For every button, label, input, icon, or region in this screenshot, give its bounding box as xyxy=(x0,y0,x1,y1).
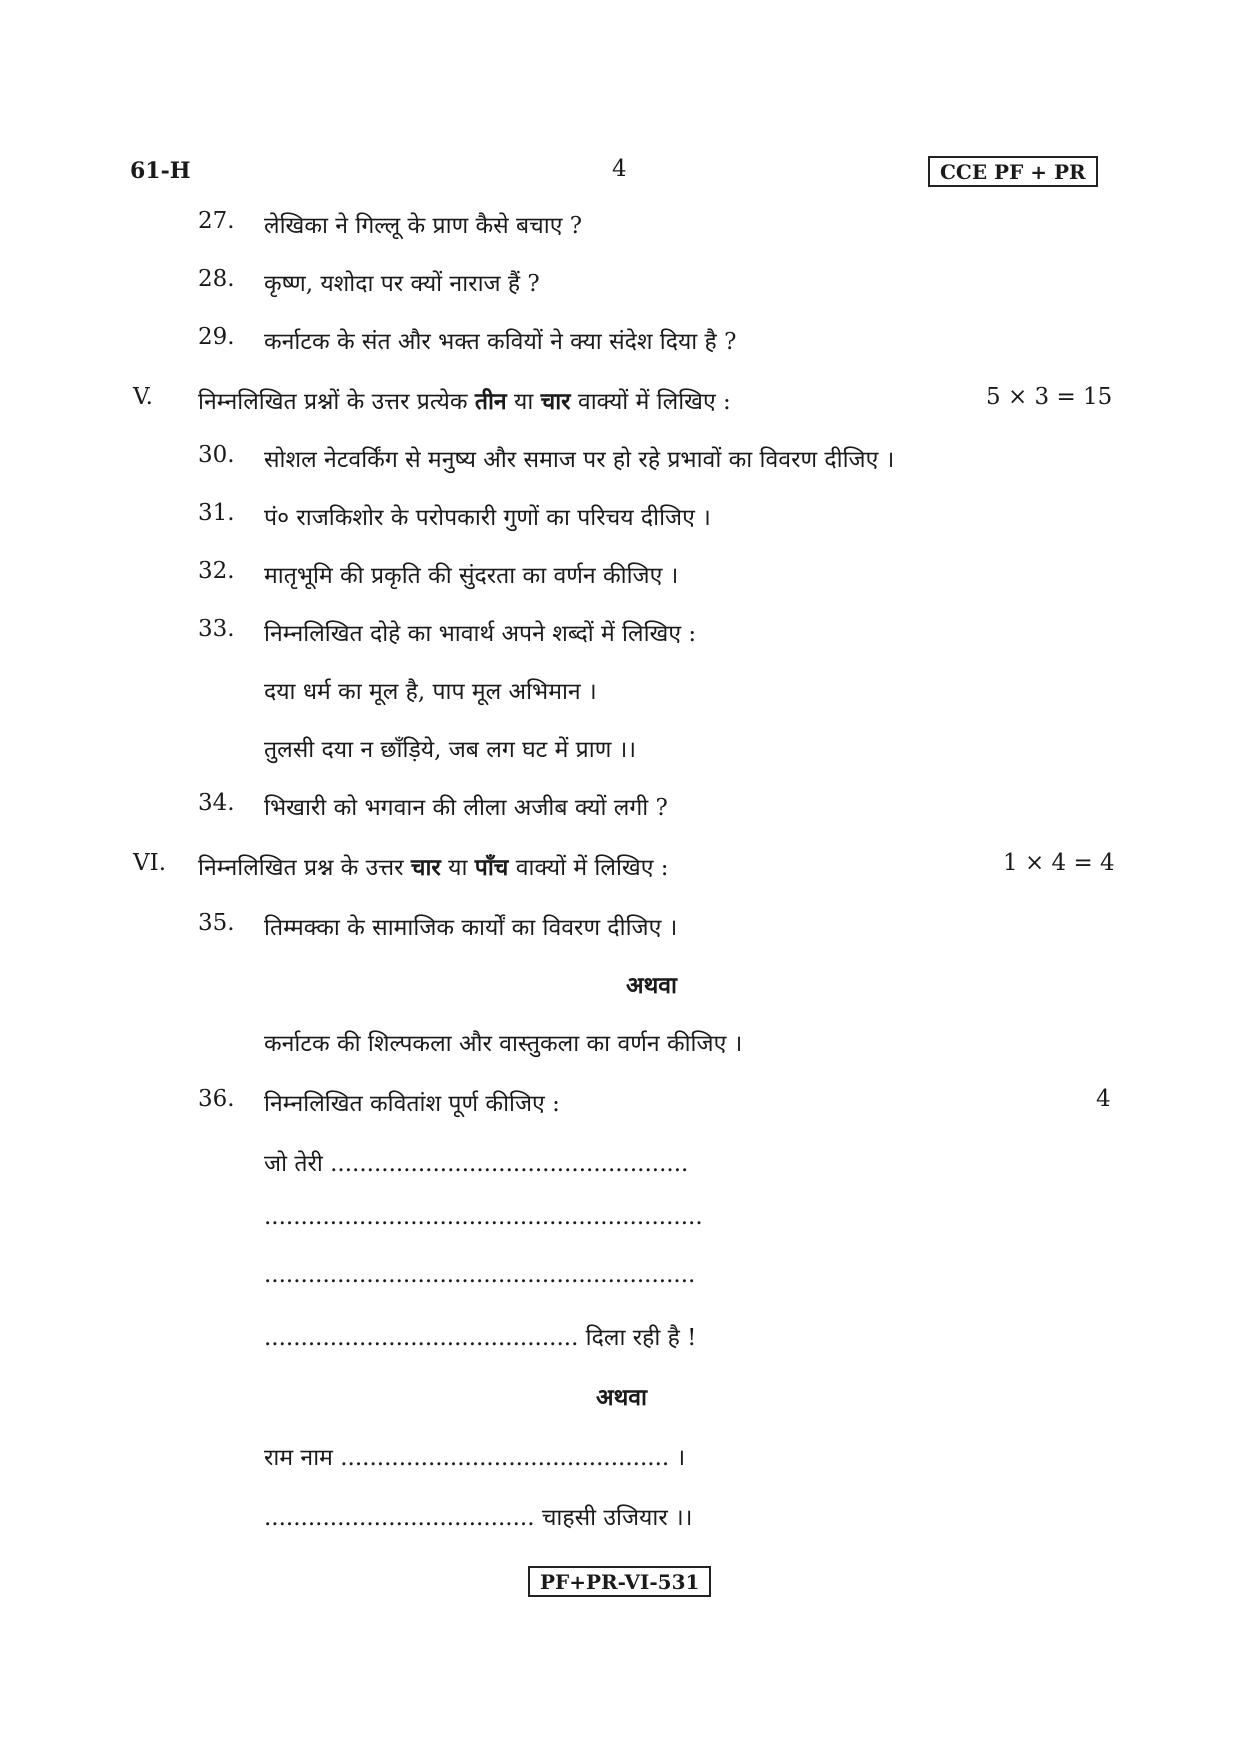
question-number-34: 34. xyxy=(198,790,235,816)
emphasis-teen: तीन xyxy=(474,388,507,415)
question-number-36: 36. xyxy=(198,1086,235,1112)
poem-blank-line-1: जो तेरी ................................................. xyxy=(264,1151,689,1177)
question-number-31: 31. xyxy=(198,500,235,526)
question-32-text: मातृभूमि की प्रकृति की सुंदरता का वर्णन कीजिए । xyxy=(264,563,679,589)
or-label: अथवा xyxy=(626,972,678,999)
poem-alt-line-1: राम नाम ............................................. । xyxy=(264,1445,686,1471)
emphasis-chaar: चार xyxy=(410,854,441,881)
question-28-text: कृष्ण, यशोदा पर क्यों नाराज हैं ? xyxy=(264,271,540,297)
question-34-text: भिखारी को भगवान की लीला अजीब क्यों लगी ? xyxy=(264,795,668,821)
emphasis-paanch: पाँच xyxy=(474,854,509,881)
section-v-instruction: निम्नलिखित प्रश्नों के उत्तर प्रत्येक तीन या चार वाक्यों में लिखिए : xyxy=(198,388,731,415)
poem-alt-line-2: ..................................... चाहसी उजियार ।। xyxy=(264,1505,693,1531)
question-30-text: सोशल नेटवर्किंग से मनुष्य और समाज पर हो रहे प्रभावों का विवरण दीजिए । xyxy=(264,447,895,473)
question-number-29: 29. xyxy=(198,324,235,350)
poem-blank-line-4: ........................................... दिला रही है ! xyxy=(264,1325,697,1351)
page-number: 4 xyxy=(612,156,627,182)
question-number-30: 30. xyxy=(198,442,235,468)
poem-blank-line-3: ........................................................... xyxy=(264,1262,696,1288)
question-number-33: 33. xyxy=(198,616,235,642)
question-29-text: कर्नाटक के संत और भक्त कवियों ने क्या संदेश दिया है ? xyxy=(264,329,737,355)
exam-badge: CCE PF + PR xyxy=(928,156,1098,187)
question-number-27: 27. xyxy=(198,208,235,234)
question-number-35: 35. xyxy=(198,910,235,936)
question-36-text: निम्नलिखित कवितांश पूर्ण कीजिए : xyxy=(264,1091,560,1117)
section-vi-label: VI. xyxy=(133,850,167,876)
question-33-text: निम्नलिखित दोहे का भावार्थ अपने शब्दों में लिखिए : xyxy=(264,621,697,647)
doha-line-1: दया धर्म का मूल है, पाप मूल अभिमान । xyxy=(264,679,597,705)
footer-paper-code: PF+PR-VI-531 xyxy=(528,1566,711,1597)
question-35-text: तिम्मक्का के सामाजिक कार्यों का विवरण दीजिए । xyxy=(264,915,678,941)
or-label: अथवा xyxy=(596,1384,648,1411)
paper-code: 61-H xyxy=(130,158,191,184)
emphasis-chaar: चार xyxy=(540,388,571,415)
question-36-marks: 4 xyxy=(1096,1086,1111,1112)
section-vi-marks: 1 × 4 = 4 xyxy=(1003,850,1115,876)
section-v-label: V. xyxy=(133,384,153,410)
question-35-alt-text: कर्नाटक की शिल्पकला और वास्तुकला का वर्णन कीजिए । xyxy=(264,1031,743,1057)
section-vi-instruction: निम्नलिखित प्रश्न के उत्तर चार या पाँच वाक्यों में लिखिए : xyxy=(198,854,669,881)
question-number-32: 32. xyxy=(198,558,235,584)
question-31-text: पं० राजकिशोर के परोपकारी गुणों का परिचय दीजिए । xyxy=(264,505,711,531)
question-27-text: लेखिका ने गिल्लू के प्राण कैसे बचाए ? xyxy=(264,213,583,239)
section-v-marks: 5 × 3 = 15 xyxy=(986,384,1113,410)
poem-blank-line-2: ............................................................ xyxy=(264,1204,703,1230)
question-number-28: 28. xyxy=(198,266,235,292)
doha-line-2: तुलसी दया न छाँड़िये, जब लग घट में प्राण ।। xyxy=(264,737,637,763)
